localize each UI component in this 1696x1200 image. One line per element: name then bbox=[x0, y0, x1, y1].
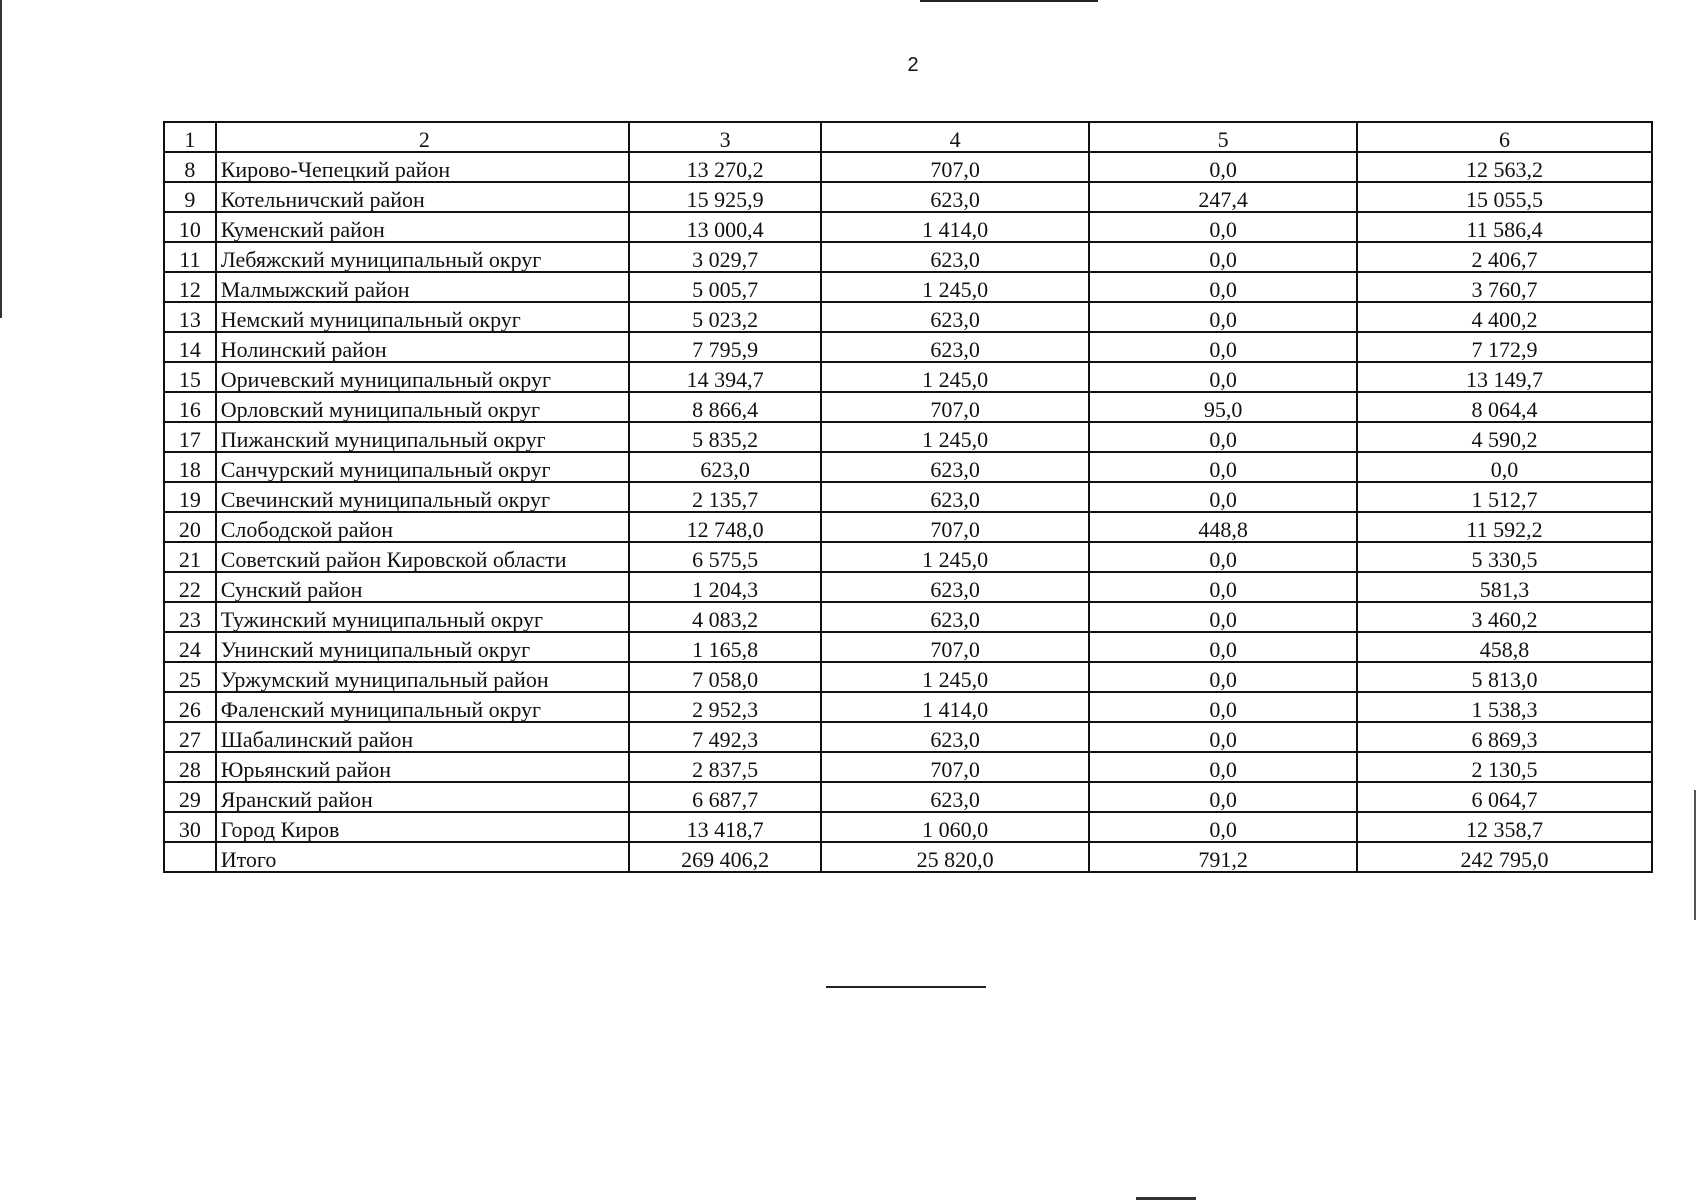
value-cell-4: 623,0 bbox=[821, 482, 1089, 512]
value-cell-3: 7 058,0 bbox=[629, 662, 821, 692]
table-row bbox=[164, 722, 1652, 752]
value-cell-6: 458,8 bbox=[1357, 632, 1652, 662]
value-cell-5: 0,0 bbox=[1089, 692, 1357, 722]
row-number-cell: 16 bbox=[164, 392, 216, 422]
value-cell-5: 247,4 bbox=[1089, 182, 1357, 212]
row-number-cell: 24 bbox=[164, 632, 216, 662]
district-name-cell: Тужинский муниципальный округ bbox=[216, 602, 629, 632]
district-name-cell: Орловский муниципальный округ bbox=[216, 392, 629, 422]
district-name-cell: Юрьянский район bbox=[216, 752, 629, 782]
value-cell-6: 3 760,7 bbox=[1357, 272, 1652, 302]
value-cell-6: 15 055,5 bbox=[1357, 182, 1652, 212]
district-name-cell: Оричевский муниципальный округ bbox=[216, 362, 629, 392]
value-cell-6: 6 869,3 bbox=[1357, 722, 1652, 752]
value-cell-3: 623,0 bbox=[629, 452, 821, 482]
row-number-cell: 10 bbox=[164, 212, 216, 242]
value-cell-3: 2 952,3 bbox=[629, 692, 821, 722]
row-number-cell: 13 bbox=[164, 302, 216, 332]
value-cell-3: 2 135,7 bbox=[629, 482, 821, 512]
district-name-cell: Котельничский район bbox=[216, 182, 629, 212]
value-cell-5: 0,0 bbox=[1089, 812, 1357, 842]
value-cell-5: 0,0 bbox=[1089, 152, 1357, 182]
value-cell-4: 1 245,0 bbox=[821, 272, 1089, 302]
value-cell-4: 623,0 bbox=[821, 572, 1089, 602]
header-cell-2: 2 bbox=[216, 122, 629, 152]
row-number-cell: 9 bbox=[164, 182, 216, 212]
value-cell-6: 0,0 bbox=[1357, 452, 1652, 482]
data-table bbox=[163, 121, 1653, 873]
value-cell-4: 707,0 bbox=[821, 752, 1089, 782]
value-cell-6: 8 064,4 bbox=[1357, 392, 1652, 422]
value-cell-3: 5 023,2 bbox=[629, 302, 821, 332]
value-cell-3: 7 492,3 bbox=[629, 722, 821, 752]
district-name-cell: Итого bbox=[216, 842, 629, 872]
table-row bbox=[164, 512, 1652, 542]
value-cell-5: 0,0 bbox=[1089, 662, 1357, 692]
district-name-cell: Фаленский муниципальный округ bbox=[216, 692, 629, 722]
district-name-cell: Кирово-Чепецкий район bbox=[216, 152, 629, 182]
value-cell-5: 0,0 bbox=[1089, 452, 1357, 482]
value-cell-6: 4 590,2 bbox=[1357, 422, 1652, 452]
value-cell-5: 0,0 bbox=[1089, 212, 1357, 242]
table-row bbox=[164, 452, 1652, 482]
value-cell-5: 0,0 bbox=[1089, 602, 1357, 632]
value-cell-5: 0,0 bbox=[1089, 332, 1357, 362]
row-number-cell: 18 bbox=[164, 452, 216, 482]
table-row bbox=[164, 182, 1652, 212]
value-cell-5: 448,8 bbox=[1089, 512, 1357, 542]
value-cell-3: 6 687,7 bbox=[629, 782, 821, 812]
row-number-cell: 30 bbox=[164, 812, 216, 842]
value-cell-3: 269 406,2 bbox=[629, 842, 821, 872]
row-number-cell: 29 bbox=[164, 782, 216, 812]
district-name-cell: Санчурский муниципальный округ bbox=[216, 452, 629, 482]
value-cell-6: 5 330,5 bbox=[1357, 542, 1652, 572]
total-row bbox=[164, 842, 1652, 872]
value-cell-4: 623,0 bbox=[821, 242, 1089, 272]
value-cell-6: 12 358,7 bbox=[1357, 812, 1652, 842]
table-row bbox=[164, 692, 1652, 722]
bottom-rule bbox=[826, 986, 986, 988]
district-name-cell: Слободской район bbox=[216, 512, 629, 542]
table-row bbox=[164, 272, 1652, 302]
header-cell-1: 1 bbox=[164, 122, 216, 152]
district-name-cell: Яранский район bbox=[216, 782, 629, 812]
header-cell-5: 5 bbox=[1089, 122, 1357, 152]
value-cell-5: 0,0 bbox=[1089, 242, 1357, 272]
district-name-cell: Сунский район bbox=[216, 572, 629, 602]
value-cell-6: 13 149,7 bbox=[1357, 362, 1652, 392]
value-cell-5: 0,0 bbox=[1089, 362, 1357, 392]
value-cell-3: 1 165,8 bbox=[629, 632, 821, 662]
district-name-cell: Нолинский район bbox=[216, 332, 629, 362]
top-rule bbox=[920, 0, 1098, 2]
value-cell-5: 0,0 bbox=[1089, 302, 1357, 332]
value-cell-6: 5 813,0 bbox=[1357, 662, 1652, 692]
value-cell-5: 0,0 bbox=[1089, 422, 1357, 452]
table-row bbox=[164, 752, 1652, 782]
district-name-cell: Уржумский муниципальный район bbox=[216, 662, 629, 692]
value-cell-4: 1 060,0 bbox=[821, 812, 1089, 842]
value-cell-4: 623,0 bbox=[821, 602, 1089, 632]
header-cell-3: 3 bbox=[629, 122, 821, 152]
district-name-cell: Куменский район bbox=[216, 212, 629, 242]
value-cell-3: 2 837,5 bbox=[629, 752, 821, 782]
value-cell-3: 5 005,7 bbox=[629, 272, 821, 302]
value-cell-4: 25 820,0 bbox=[821, 842, 1089, 872]
table-row bbox=[164, 212, 1652, 242]
row-number-cell: 12 bbox=[164, 272, 216, 302]
value-cell-6: 1 538,3 bbox=[1357, 692, 1652, 722]
value-cell-4: 623,0 bbox=[821, 332, 1089, 362]
row-number-cell: 22 bbox=[164, 572, 216, 602]
table-row bbox=[164, 152, 1652, 182]
value-cell-3: 13 270,2 bbox=[629, 152, 821, 182]
value-cell-5: 0,0 bbox=[1089, 722, 1357, 752]
value-cell-6: 581,3 bbox=[1357, 572, 1652, 602]
value-cell-5: 0,0 bbox=[1089, 272, 1357, 302]
value-cell-5: 0,0 bbox=[1089, 632, 1357, 662]
header-cell-4: 4 bbox=[821, 122, 1089, 152]
table-body bbox=[164, 122, 1652, 872]
value-cell-5: 791,2 bbox=[1089, 842, 1357, 872]
value-cell-6: 4 400,2 bbox=[1357, 302, 1652, 332]
table-row bbox=[164, 542, 1652, 572]
table-row bbox=[164, 572, 1652, 602]
value-cell-5: 0,0 bbox=[1089, 482, 1357, 512]
row-number-cell: 8 bbox=[164, 152, 216, 182]
value-cell-5: 0,0 bbox=[1089, 542, 1357, 572]
value-cell-6: 2 406,7 bbox=[1357, 242, 1652, 272]
district-name-cell: Свечинский муниципальный округ bbox=[216, 482, 629, 512]
row-number-cell: 19 bbox=[164, 482, 216, 512]
table-row bbox=[164, 812, 1652, 842]
district-name-cell: Город Киров bbox=[216, 812, 629, 842]
value-cell-6: 12 563,2 bbox=[1357, 152, 1652, 182]
row-number-cell: 28 bbox=[164, 752, 216, 782]
table-row bbox=[164, 782, 1652, 812]
value-cell-4: 707,0 bbox=[821, 512, 1089, 542]
district-name-cell: Шабалинский район bbox=[216, 722, 629, 752]
scan-left-edge bbox=[0, 0, 2, 318]
value-cell-3: 6 575,5 bbox=[629, 542, 821, 572]
row-number-cell bbox=[164, 842, 216, 872]
table-row bbox=[164, 302, 1652, 332]
value-cell-3: 12 748,0 bbox=[629, 512, 821, 542]
value-cell-3: 8 866,4 bbox=[629, 392, 821, 422]
value-cell-4: 623,0 bbox=[821, 722, 1089, 752]
value-cell-3: 4 083,2 bbox=[629, 602, 821, 632]
value-cell-4: 707,0 bbox=[821, 152, 1089, 182]
district-name-cell: Пижанский муниципальный округ bbox=[216, 422, 629, 452]
value-cell-4: 623,0 bbox=[821, 182, 1089, 212]
district-name-cell: Унинский муниципальный округ bbox=[216, 632, 629, 662]
value-cell-3: 7 795,9 bbox=[629, 332, 821, 362]
row-number-cell: 23 bbox=[164, 602, 216, 632]
row-number-cell: 20 bbox=[164, 512, 216, 542]
value-cell-4: 623,0 bbox=[821, 302, 1089, 332]
page-number: 2 bbox=[907, 54, 919, 76]
table-row bbox=[164, 392, 1652, 422]
value-cell-6: 1 512,7 bbox=[1357, 482, 1652, 512]
value-cell-4: 1 245,0 bbox=[821, 542, 1089, 572]
district-name-cell: Немский муниципальный округ bbox=[216, 302, 629, 332]
value-cell-3: 13 000,4 bbox=[629, 212, 821, 242]
value-cell-4: 623,0 bbox=[821, 782, 1089, 812]
row-number-cell: 11 bbox=[164, 242, 216, 272]
value-cell-5: 95,0 bbox=[1089, 392, 1357, 422]
value-cell-6: 11 586,4 bbox=[1357, 212, 1652, 242]
value-cell-3: 15 925,9 bbox=[629, 182, 821, 212]
table-row bbox=[164, 602, 1652, 632]
table-row bbox=[164, 422, 1652, 452]
district-name-cell: Лебяжский муниципальный округ bbox=[216, 242, 629, 272]
value-cell-3: 3 029,7 bbox=[629, 242, 821, 272]
value-cell-4: 1 414,0 bbox=[821, 692, 1089, 722]
value-cell-3: 5 835,2 bbox=[629, 422, 821, 452]
value-cell-4: 623,0 bbox=[821, 452, 1089, 482]
value-cell-5: 0,0 bbox=[1089, 782, 1357, 812]
district-name-cell: Советский район Кировской области bbox=[216, 542, 629, 572]
header-row bbox=[164, 122, 1652, 152]
table-row bbox=[164, 332, 1652, 362]
row-number-cell: 14 bbox=[164, 332, 216, 362]
value-cell-4: 707,0 bbox=[821, 632, 1089, 662]
value-cell-4: 1 414,0 bbox=[821, 212, 1089, 242]
row-number-cell: 15 bbox=[164, 362, 216, 392]
value-cell-4: 1 245,0 bbox=[821, 662, 1089, 692]
value-cell-3: 1 204,3 bbox=[629, 572, 821, 602]
value-cell-6: 11 592,2 bbox=[1357, 512, 1652, 542]
header-cell-6: 6 bbox=[1357, 122, 1652, 152]
value-cell-6: 6 064,7 bbox=[1357, 782, 1652, 812]
district-name-cell: Малмыжский район bbox=[216, 272, 629, 302]
table-row bbox=[164, 242, 1652, 272]
row-number-cell: 26 bbox=[164, 692, 216, 722]
value-cell-6: 7 172,9 bbox=[1357, 332, 1652, 362]
row-number-cell: 25 bbox=[164, 662, 216, 692]
row-number-cell: 21 bbox=[164, 542, 216, 572]
value-cell-3: 13 418,7 bbox=[629, 812, 821, 842]
value-cell-5: 0,0 bbox=[1089, 572, 1357, 602]
value-cell-4: 1 245,0 bbox=[821, 362, 1089, 392]
row-number-cell: 17 bbox=[164, 422, 216, 452]
value-cell-6: 2 130,5 bbox=[1357, 752, 1652, 782]
table-row bbox=[164, 662, 1652, 692]
row-number-cell: 27 bbox=[164, 722, 216, 752]
value-cell-4: 707,0 bbox=[821, 392, 1089, 422]
value-cell-6: 3 460,2 bbox=[1357, 602, 1652, 632]
value-cell-6: 242 795,0 bbox=[1357, 842, 1652, 872]
table-row bbox=[164, 362, 1652, 392]
table-row bbox=[164, 482, 1652, 512]
table-row bbox=[164, 632, 1652, 662]
value-cell-5: 0,0 bbox=[1089, 752, 1357, 782]
value-cell-4: 1 245,0 bbox=[821, 422, 1089, 452]
value-cell-3: 14 394,7 bbox=[629, 362, 821, 392]
